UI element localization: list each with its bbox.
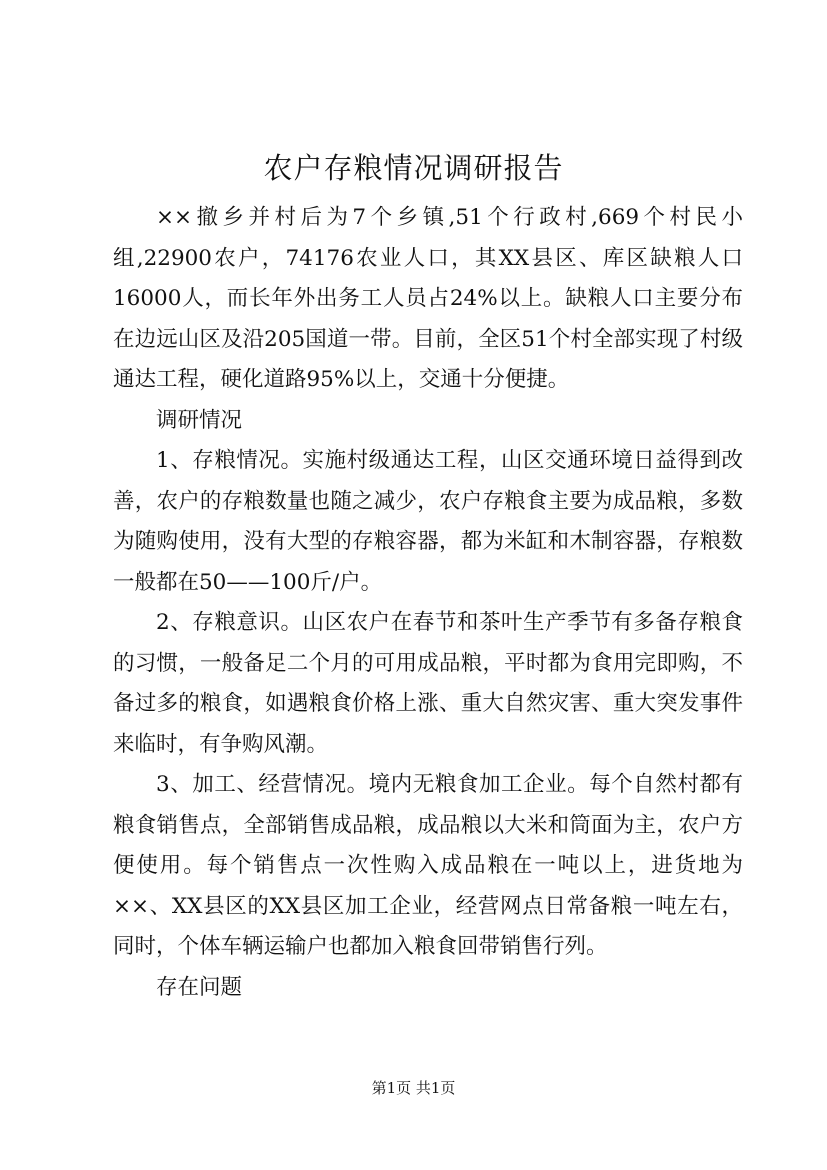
section-heading-survey: 调研情况 bbox=[156, 407, 243, 433]
document-body bbox=[113, 198, 743, 1008]
page-footer: 第1页 共1页 bbox=[371, 1079, 456, 1097]
paragraph-storage-awareness: 2、存粮意识。山区农户在春节和茶叶生产季节有多备存粮食的习惯，一般备足二个月的可用成品粮，平时都为食用完即购，不备过多的粮食，如遇粮食价格上涨、重大自然灾害、重大突发事件来临时，有争购风潮。 bbox=[113, 610, 743, 757]
paragraph-grain-storage: 1、存粮情况。实施村级通达工程，山区交通环境日益得到改善，农户的存粮数量也随之减少，农户存粮食主要为成品粮，多数为随购使用，没有大型的存粮容器，都为米缸和木制容器，存粮数一般都在50——100斤/户。 bbox=[113, 448, 743, 595]
intro-paragraph: ××撤乡并村后为7个乡镇,51个行政村,669个村民小组,22900农户，74176农业人口，其XX县区、库区缺粮人口16000人，而长年外出务工人员占24%以上。缺粮人口主要分布在边远山区及沿205国道一带。目前，全区51个村全部实现了村级通达工程，硬化道路95%以上，交通十分便捷。 bbox=[113, 205, 743, 392]
paragraph-processing: 3、加工、经营情况。境内无粮食加工企业。每个自然村都有粮食销售点，全部销售成品粮，成品粮以大米和筒面为主，农户方便使用。每个销售点一次性购入成品粮在一吨以上，进货地为××、XX县区的XX县区加工企业，经营网点日常备粮一吨左右，同时，个体车辆运输户也都加入粮食回带销售行列。 bbox=[113, 772, 743, 959]
section-heading-problems: 存在问题 bbox=[156, 974, 243, 1000]
document-title: 农户存粮情况调研报告 bbox=[263, 151, 564, 185]
